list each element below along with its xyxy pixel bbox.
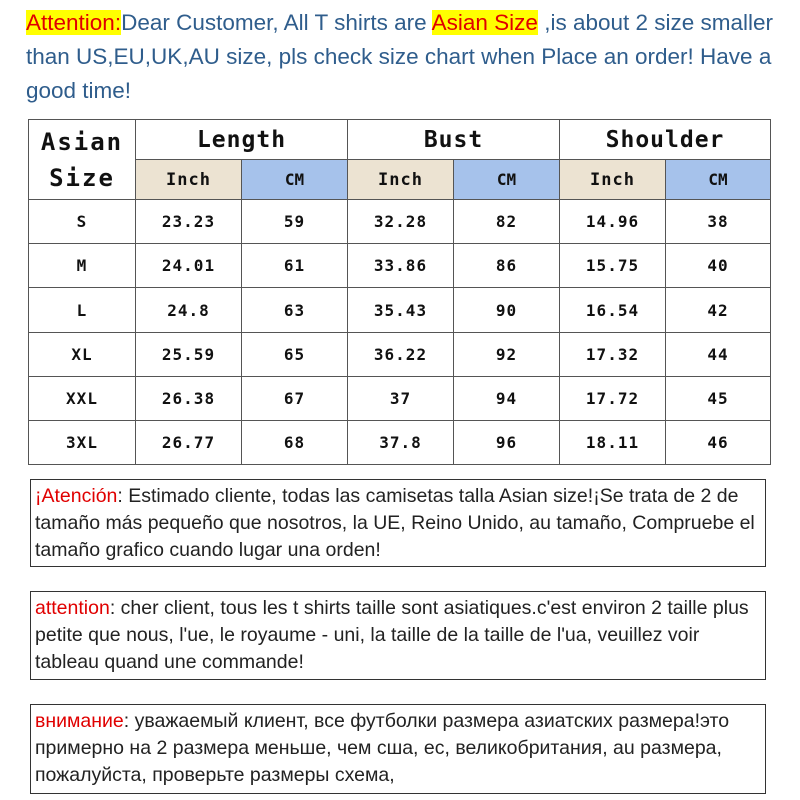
length-cm-cell: 63 — [242, 288, 348, 332]
size-table — [28, 119, 771, 465]
bust-inch-header: Inch — [348, 160, 454, 200]
size-cell: L — [29, 288, 136, 332]
length-inch-cell: 25.59 — [136, 332, 242, 376]
russian-notice-text: : уважаемый клиент, все футболки размера азиатских размера!это примерно на 2 размера меньше, чем сша, ес, великобритания, au размера, пожалуйста, проверьте размеры схема, — [35, 710, 730, 786]
bust-inch-cell: 36.22 — [348, 332, 454, 376]
notice-text-1: Dear Customer, All T shirts are — [121, 10, 432, 35]
attention-notice — [26, 6, 786, 108]
table-row — [29, 200, 771, 244]
length-inch-cell: 26.77 — [136, 420, 242, 464]
table-row — [29, 288, 771, 332]
bust-cm-cell: 96 — [454, 420, 560, 464]
length-header: Length — [136, 120, 348, 160]
asian-size-header-line2: Size — [49, 163, 115, 192]
shoulder-inch-cell: 16.54 — [560, 288, 666, 332]
bust-cm-cell: 82 — [454, 200, 560, 244]
length-cm-header: CM — [242, 160, 348, 200]
length-inch-header: Inch — [136, 160, 242, 200]
bust-cm-header: CM — [454, 160, 560, 200]
russian-notice-lead: внимание — [35, 710, 124, 732]
length-cm-cell: 59 — [242, 200, 348, 244]
length-cm-cell: 65 — [242, 332, 348, 376]
asian-size-highlight: Asian Size — [431, 10, 538, 35]
bust-inch-cell: 37 — [348, 376, 454, 420]
shoulder-inch-cell: 17.72 — [560, 376, 666, 420]
length-cm-cell: 67 — [242, 376, 348, 420]
length-inch-cell: 23.23 — [136, 200, 242, 244]
length-inch-cell: 24.01 — [136, 244, 242, 288]
shoulder-inch-cell: 18.11 — [560, 420, 666, 464]
attention-label: Attention: — [26, 10, 122, 35]
length-inch-cell: 24.8 — [136, 288, 242, 332]
size-cell: S — [29, 200, 136, 244]
french-notice-lead: attention — [35, 597, 110, 619]
shoulder-cm-cell: 46 — [666, 420, 771, 464]
shoulder-inch-cell: 17.32 — [560, 332, 666, 376]
shoulder-inch-cell: 15.75 — [560, 244, 666, 288]
russian-notice — [30, 704, 766, 794]
spanish-notice-text: : Estimado cliente, todas las camisetas talla Asian size!¡Se trata de 2 de tamaño más pequeño que nosotros, la UE, Reino Unido, au tamaño, Compruebe el tamaño grafico cuando lugar una orden! — [35, 485, 755, 561]
size-cell: M — [29, 244, 136, 288]
shoulder-cm-cell: 40 — [666, 244, 771, 288]
shoulder-header: Shoulder — [560, 120, 771, 160]
table-row — [29, 332, 771, 376]
french-notice — [30, 591, 766, 680]
shoulder-cm-header: CM — [666, 160, 771, 200]
bust-inch-cell: 37.8 — [348, 420, 454, 464]
length-inch-cell: 26.38 — [136, 376, 242, 420]
table-row — [29, 376, 771, 420]
spanish-notice-lead: ¡Atención — [35, 485, 118, 507]
table-row — [29, 420, 771, 464]
size-cell: XXL — [29, 376, 136, 420]
size-chart — [28, 119, 770, 465]
shoulder-cm-cell: 42 — [666, 288, 771, 332]
bust-cm-cell: 86 — [454, 244, 560, 288]
size-cell: XL — [29, 332, 136, 376]
bust-cm-cell: 90 — [454, 288, 560, 332]
bust-inch-cell: 35.43 — [348, 288, 454, 332]
notice-text-2: ,is about 2 size smaller than US,EU,UK,AU size, pls check size chart when Place an order! Have a good time! — [26, 10, 774, 103]
length-cm-cell: 68 — [242, 420, 348, 464]
shoulder-cm-cell: 44 — [666, 332, 771, 376]
shoulder-inch-cell: 14.96 — [560, 200, 666, 244]
shoulder-cm-cell: 45 — [666, 376, 771, 420]
bust-cm-cell: 94 — [454, 376, 560, 420]
table-row — [29, 244, 771, 288]
size-cell: 3XL — [29, 420, 136, 464]
shoulder-cm-cell: 38 — [666, 200, 771, 244]
bust-header: Bust — [348, 120, 560, 160]
french-notice-text: : cher client, tous les t shirts taille sont asiatiques.c'est environ 2 taille plus petite que nous, l'ue, le royaume - uni, la taille de la taille de l'ua, veuillez voir tableau quand une commande! — [35, 597, 749, 673]
bust-inch-cell: 32.28 — [348, 200, 454, 244]
bust-cm-cell: 92 — [454, 332, 560, 376]
length-cm-cell: 61 — [242, 244, 348, 288]
asian-size-header-line1: Asian — [40, 127, 124, 156]
shoulder-inch-header: Inch — [560, 160, 666, 200]
asian-size-header — [29, 120, 136, 200]
spanish-notice — [30, 479, 766, 567]
bust-inch-cell: 33.86 — [348, 244, 454, 288]
